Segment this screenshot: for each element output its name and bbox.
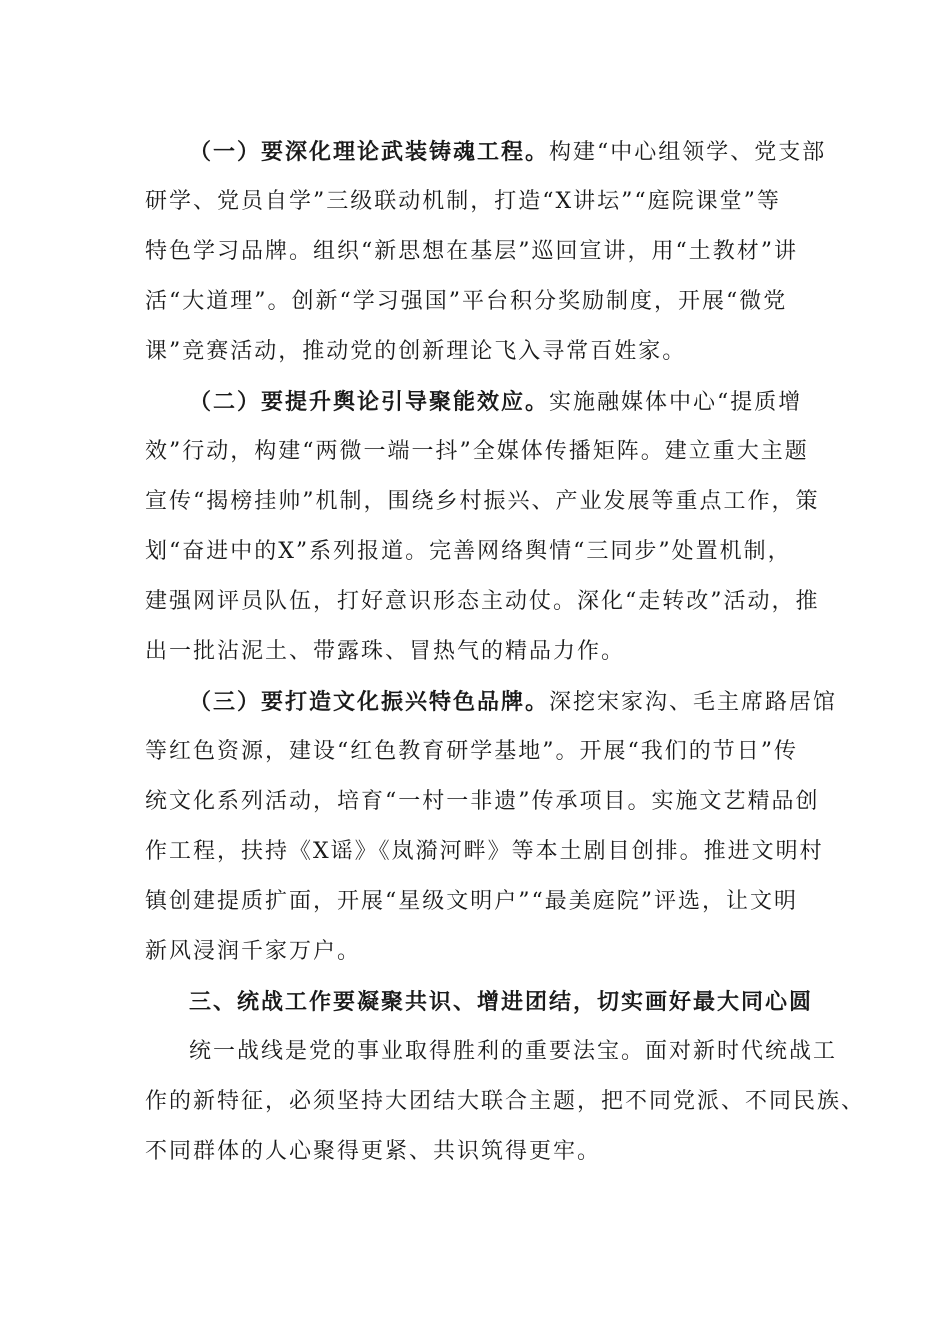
paragraph-line: 新风浸润千家万户。 (145, 939, 362, 964)
section-public-opinion (145, 377, 820, 677)
paragraph-text: 构建“中心组领学、党支部 (549, 140, 827, 165)
chapter-heading: 三、统战工作要凝聚共识、增进团结，切实画好最大同心圆 (189, 989, 814, 1015)
paragraph-line: 研学、党员自学”三级联动机制，打造“X讲坛”“庭院课堂”等 (145, 189, 781, 214)
paragraph-line: 课”竞赛活动，推动党的创新理论飞入寻常百姓家。 (145, 339, 687, 364)
paragraph-line: 宣传“揭榜挂帅”机制，围绕乡村振兴、产业发展等重点工作，策 (145, 489, 820, 514)
paragraph-line: 出一批沾泥土、带露珠、冒热气的精品力作。 (145, 639, 626, 664)
section-theory-armament (145, 127, 827, 377)
section-heading: （二）要提升舆论引导聚能效应。 (189, 389, 550, 415)
paragraph-line: 作的新特征，必须坚持大团结大联合主题，把不同党派、不同民族、 (145, 1089, 866, 1114)
section-heading: （三）要打造文化振兴特色品牌。 (189, 689, 550, 715)
paragraph-line (145, 127, 827, 177)
section-united-front (145, 977, 866, 1177)
paragraph-line: 建强网评员队伍，打好意识形态主动仗。深化“走转改”活动，推 (145, 589, 820, 614)
paragraph-line: 镇创建提质扩面，开展“星级文明户”“最美庭院”评选，让文明 (145, 889, 798, 914)
paragraph-line: 等红色资源，建设“红色教育研学基地”。开展“我们的节日”传 (145, 739, 798, 764)
paragraph-line (145, 377, 805, 427)
section-cultural-brand (145, 677, 838, 977)
paragraph-line: 活“大道理”。创新“学习强国”平台积分奖励制度，开展“微党 (145, 289, 788, 314)
paragraph-line: 作工程，扶持《X谣》《岚漪河畔》等本土剧目创排。推进文明村 (145, 839, 824, 864)
paragraph-line: 统文化系列活动，培育“一村一非遗”传承项目。实施文艺精品创 (145, 789, 820, 814)
paragraph-line: 不同群体的人心聚得更紧、共识筑得更牢。 (145, 1139, 602, 1164)
paragraph-line: 统一战线是党的事业取得胜利的重要法宝。面对新时代统战工 (189, 1039, 838, 1064)
paragraph-line: 特色学习品牌。组织“新思想在基层”巡回宣讲，用“土教材”讲 (145, 239, 798, 264)
paragraph-line: 效”行动，构建“两微一端一抖”全媒体传播矩阵。建立重大主题 (145, 439, 809, 464)
paragraph-text: 深挖宋家沟、毛主席路居馆 (549, 690, 838, 715)
document-page (145, 127, 866, 1177)
paragraph-line (145, 677, 838, 727)
paragraph-text: 实施融媒体中心“提质增 (549, 390, 803, 415)
section-heading: （一）要深化理论武装铸魂工程。 (189, 139, 550, 165)
paragraph-line: 划“奋进中的X”系列报道。完善网络舆情“三同步”处置机制， (145, 539, 792, 564)
